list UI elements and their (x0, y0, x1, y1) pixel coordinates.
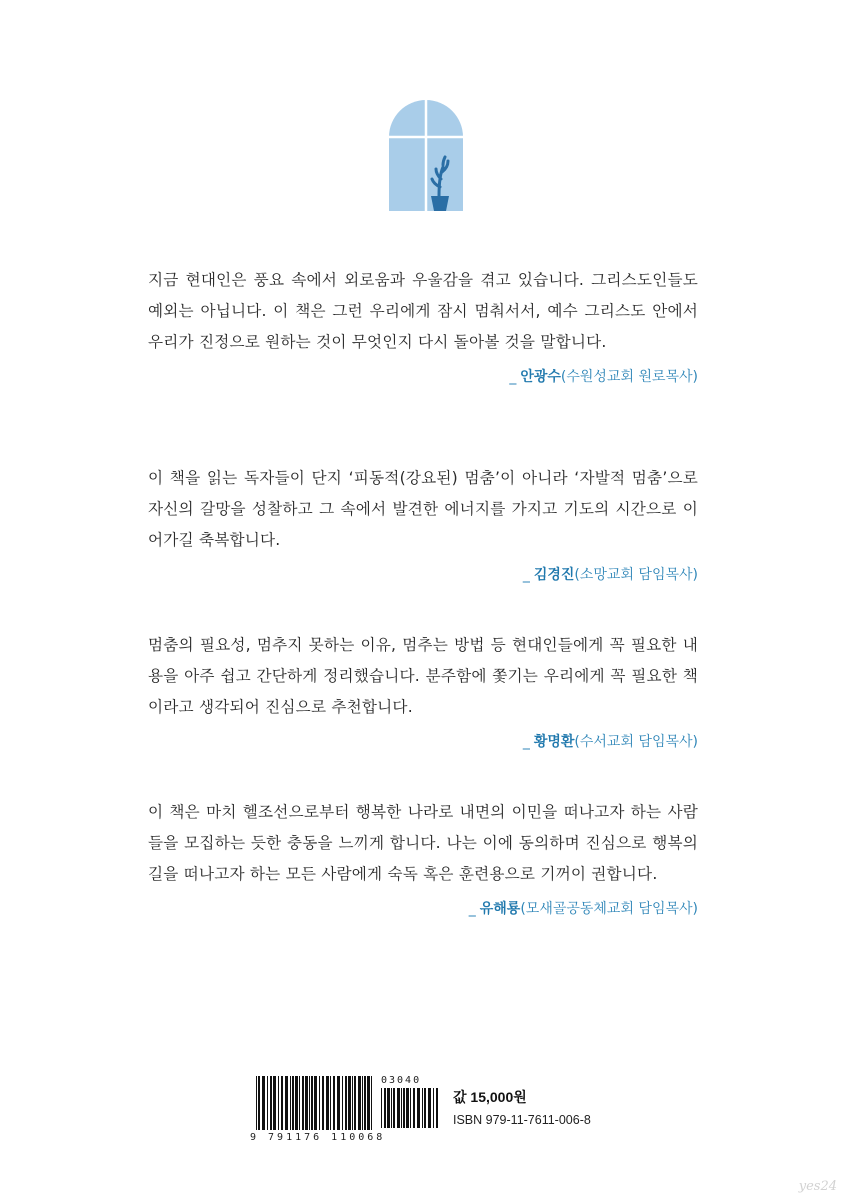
barcode-bar (262, 1076, 265, 1130)
barcode-bar (436, 1088, 438, 1128)
blurb-1-attribution (148, 366, 698, 386)
blurb-1 (148, 265, 698, 386)
barcode-bar (278, 1076, 279, 1130)
attribution-dash: _ (468, 901, 476, 917)
barcode-bar (319, 1076, 320, 1130)
endorser-name: 황명환 (533, 734, 575, 750)
attribution-dash: _ (522, 567, 530, 583)
barcode-bar (424, 1088, 426, 1128)
barcode-bar (364, 1076, 366, 1130)
blurb-2 (148, 463, 698, 584)
attribution-dash: _ (522, 734, 530, 750)
barcode-bar (406, 1088, 409, 1128)
barcode-digits: 9 791176 110068 (250, 1132, 386, 1143)
barcode-bar (422, 1088, 423, 1128)
barcode-bar (371, 1076, 372, 1130)
barcode-bar (281, 1076, 283, 1130)
blurb-3-attribution (148, 731, 698, 751)
barcode-bar (337, 1076, 340, 1130)
endorser-role: (소망교회 담임목사) (574, 567, 698, 583)
barcode-bar (362, 1076, 363, 1130)
barcode-bar (270, 1076, 272, 1130)
barcode-bar (387, 1088, 390, 1128)
endorser-name: 유해룡 (479, 901, 521, 917)
blurb-3 (148, 630, 698, 751)
barcode-bar (311, 1076, 313, 1130)
barcode-bar (326, 1076, 329, 1130)
barcode-bar (410, 1088, 411, 1128)
barcode-bar (333, 1076, 335, 1130)
barcode-bar (393, 1088, 395, 1128)
barcode-addon-digits: 03040 (381, 1075, 422, 1086)
barcode-bar (352, 1076, 353, 1130)
barcode-bar (292, 1076, 294, 1130)
barcode-bar (309, 1076, 310, 1130)
arched-window-plant-icon (387, 99, 465, 211)
barcode-bar (330, 1076, 331, 1130)
endorser-role: (수원성교회 원로목사) (560, 369, 698, 385)
blurb-4-attribution (148, 898, 698, 918)
barcode-bar (367, 1076, 370, 1130)
barcode-bar (358, 1076, 361, 1130)
blurb-4 (148, 797, 698, 918)
barcode-bar (354, 1076, 356, 1130)
endorser-name: 김경진 (533, 567, 575, 583)
barcode-bar (428, 1088, 431, 1128)
barcode-bar (391, 1088, 392, 1128)
barcode-bar (397, 1088, 400, 1128)
barcode-bar (384, 1088, 386, 1128)
barcode-bar (433, 1088, 434, 1128)
blurb-3-text: 멈춤의 필요성, 멈추지 못하는 이유, 멈추는 방법 등 현대인들에게 꼭 필요한 내용을 아주 쉽고 간단하게 정리했습니다. 분주함에 쫓기는 우리에게 꼭 필요한 책이라고 생각되어 진심으로 추천합니다. (148, 636, 698, 716)
watermark-logo: yes24 (798, 1179, 837, 1194)
price-label: 값 15,000원 (453, 1089, 527, 1105)
barcode-bar (305, 1076, 308, 1130)
barcode-bar (290, 1076, 291, 1130)
barcode-bar (381, 1088, 382, 1128)
barcode-bar (342, 1076, 343, 1130)
barcode-bar (417, 1088, 420, 1128)
attribution-dash: _ (509, 369, 517, 385)
barcode-bar (258, 1076, 260, 1130)
blurb-2-attribution (148, 564, 698, 584)
barcode-bar (295, 1076, 298, 1130)
blurb-1-text: 지금 현대인은 풍요 속에서 외로움과 우울감을 겪고 있습니다. 그리스도인들도 예외는 아닙니다. 이 책은 그런 우리에게 잠시 멈춰서서, 예수 그리스도 안에서 우리가 진정으로 원하는 것이 무엇인지 다시 돌아볼 것을 말합니다. (148, 271, 698, 351)
barcode-bar (322, 1076, 324, 1130)
barcode-bar (302, 1076, 304, 1130)
barcode-bar (285, 1076, 288, 1130)
barcode-bar (403, 1088, 405, 1128)
barcode-bar (348, 1076, 351, 1130)
barcode-addon-bars (381, 1088, 439, 1140)
barcode-bar (413, 1088, 415, 1128)
blurb-4-text: 이 책은 마치 헬조선으로부터 행복한 나라로 내면의 이민을 떠나고자 하는 사람들을 모집하는 듯한 충동을 느끼게 합니다. 나는 이에 동의하며 진심으로 행복의 길을 떠나고자 하는 모든 사람에게 숙독 혹은 훈련용으로 기꺼이 권합니다. (148, 803, 698, 883)
barcode-bars (256, 1076, 374, 1130)
isbn-barcode-block (250, 1075, 650, 1145)
barcode-bar (267, 1076, 268, 1130)
barcode-bar (299, 1076, 300, 1130)
barcode-bar (273, 1076, 276, 1130)
barcode-bar (256, 1076, 257, 1130)
endorser-role: (수서교회 담임목사) (574, 734, 698, 750)
endorser-name: 안광수 (520, 369, 561, 385)
endorser-role: (모새골공동체교회 담임목사) (520, 901, 698, 917)
isbn-label: ISBN 979-11-7611-006-8 (453, 1113, 591, 1127)
barcode-bar (401, 1088, 402, 1128)
blurb-2-text: 이 책을 읽는 독자들이 단지 ‘피동적(강요된) 멈춤’이 아니라 ‘자발적 멈춤’으로 자신의 갈망을 성찰하고 그 속에서 발견한 에너지를 가지고 기도의 시간으로 이어가길 축복합니다. (148, 469, 698, 549)
barcode-bar (314, 1076, 317, 1130)
barcode-bar (345, 1076, 347, 1130)
